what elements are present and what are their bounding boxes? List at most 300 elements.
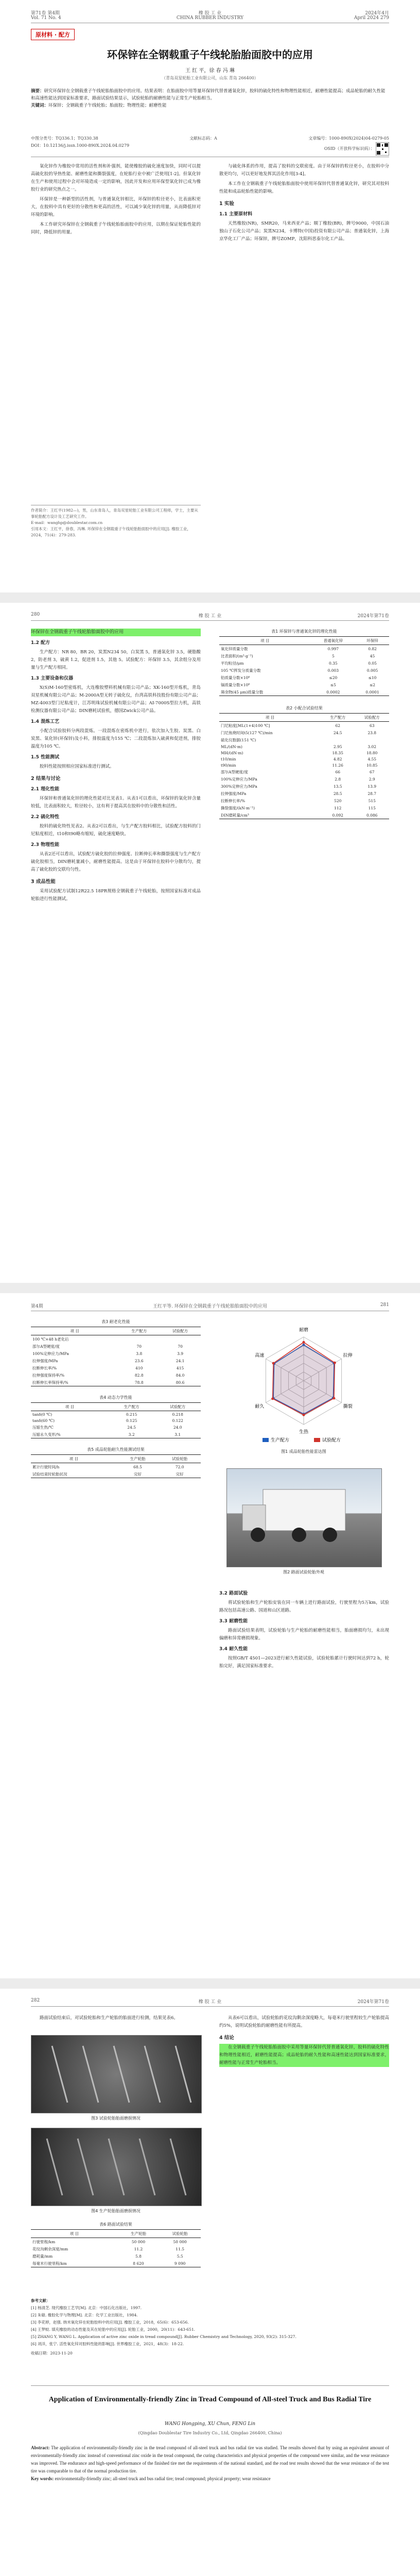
radar-axis-label: 撕裂 xyxy=(343,1404,353,1410)
header-volume: 2024年第71卷 xyxy=(357,614,389,619)
table-1-cell: 5 xyxy=(331,653,335,658)
testing-text: 胶料性能按照相应国家标准进行测试。 xyxy=(40,764,114,769)
intro-para-1: 氧化锌作为橡胶中常用的活性剂和补强剂，能使橡胶的硫化速度加快，同时可以提高硫化胶的导热性能、耐磨性能和撕裂强度，在轮胎行业中被广泛使用[1-2]。但氧化锌在生产和使用过程中会对环境造成一定的影响，因此开发和应用环保型氧化锌已成为橡胶行业的研究热点之一。 xyxy=(31,164,201,192)
table-1-cell: 比表面积/(m²·g⁻¹) xyxy=(221,653,253,658)
header-journal: 橡 胶 工 业 xyxy=(198,1999,222,2005)
left-column xyxy=(31,163,201,239)
table-2-cell: 邵尔A型硬度/度 xyxy=(221,769,248,774)
table-3-cell: 70 xyxy=(136,1344,142,1349)
footnote-email[interactable]: E-mail：wanghp@doublestar.com.cn xyxy=(31,520,103,525)
page-header xyxy=(31,1997,389,2007)
reference-item: [4] 王梦蛟. 填充橡胶的动态性能及其在轮胎中的应用[J]. 轮胎工业，2000，20(11)：643-651. xyxy=(31,2327,195,2332)
section-formula: 1.2 配方 xyxy=(31,640,50,646)
physchem-text: 环保锌和普通氧化锌的理化性能对比见表1。从表1可以看出，环保锌的氧化锌含量较低，比表面积较大，粒径较小，这有利于提高其在胶料中的分散性和活性。 xyxy=(31,796,201,809)
table-3-title: 表3 耐老化性能 xyxy=(101,1319,130,1324)
conclusion-text: 在全钢载重子午线轮胎胎面胶中采用等量环保锌代替普通氧化锌，胶料的硫化特性和物理性能相近，耐磨性能提高；成品轮胎的耐久性能和高速性能达到国家标准要求，耐磨性能与正常生产轮胎相当。 xyxy=(219,2044,389,2067)
table-3-row xyxy=(31,1343,201,1350)
table-4-cell: 3.1 xyxy=(154,1431,201,1438)
table-2-row xyxy=(219,797,389,804)
table-2-row xyxy=(219,722,389,730)
affiliation: （青岛双星轮胎工业有限公司，山东 青岛 266400） xyxy=(162,76,258,80)
materials-text: 天然橡胶(NR)，SMR20，马来西亚产品；顺丁橡胶(BR)，牌号9000，中国石油独山子石化公司产品；炭黑N234，卡博特(中国)投资有限公司产品；普通氧化锌，上海京华化工厂产品；环保锌，牌号ZOMP，沈阳科思泰尔化工产品。 xyxy=(219,221,389,242)
section-curing: 2.2 硫化特性 xyxy=(31,815,60,820)
references-heading: 参考文献： xyxy=(31,2298,50,2303)
table-2-cell: 3.02 xyxy=(367,744,377,749)
table-3-row xyxy=(31,1364,201,1371)
table-2-cell: 62 xyxy=(335,723,340,728)
left-column xyxy=(31,1319,201,1478)
radar-series-2 xyxy=(273,1342,335,1415)
table-4-cell: 24.0 xyxy=(173,1425,182,1430)
table-2 xyxy=(219,713,389,819)
table-1-cell: ≤5 xyxy=(330,682,336,687)
table-2-cell xyxy=(321,736,355,743)
table-2-header-cell: 项 目 xyxy=(219,714,321,722)
table-3-cell: 415 xyxy=(176,1365,184,1370)
table-4-cell: 0.122 xyxy=(172,1418,183,1423)
keywords-label: 关键词： xyxy=(31,103,49,108)
table-6-cell: 50 000 xyxy=(173,2239,187,2244)
table-2-cell: 2.8 xyxy=(335,776,341,782)
radar-point xyxy=(303,1341,305,1344)
footnote xyxy=(31,505,201,538)
table-6-cell: 磨耗量/mm xyxy=(32,2253,53,2259)
table-1-header-cell: 普通氧化锌 xyxy=(311,637,356,645)
tire-text: 采用试验配方试制12R22.5 18PR规格全钢载重子午线轮胎，按照国家标准对成品轮胎进行性能测试。 xyxy=(31,889,201,902)
header-date: 2024年4月 xyxy=(365,11,389,16)
table-2-cell: 硫化仪数据(151 ℃) xyxy=(221,737,256,742)
footnote-author: 作者简介：王红平(1982—)，男，山东青岛人，青岛双星轮胎工业有限公司工程师，学士，主要从事轮胎配方设计及工艺研究工作。 xyxy=(31,508,198,519)
table-3-cell: 80.6 xyxy=(160,1379,201,1386)
section-endurance: 3.4 耐久性能 xyxy=(219,1647,248,1652)
table-1-cell: 0.997 xyxy=(327,646,339,651)
table-2-cell: 63 xyxy=(369,723,375,728)
endurance-text: 按照GB/T 4501—2023进行耐久性能试验，试验轮胎累计行驶时间达到72 h，轮胎完好，满足国家标准要求。 xyxy=(219,1656,389,1669)
table-2-cell: 13.5 xyxy=(333,784,342,789)
table-3-cell: 3.9 xyxy=(177,1351,184,1356)
header-journal: 橡 胶 工 业 xyxy=(198,614,222,619)
table-1 xyxy=(219,636,389,696)
table-5-header-cell: 试验轮胎 xyxy=(159,1455,201,1463)
table-2-row xyxy=(219,804,389,811)
table-2-cell: t10/min xyxy=(221,756,236,761)
table-2-cell: 2.95 xyxy=(333,744,342,749)
section-materials: 1.1 主要原材料 xyxy=(219,212,253,217)
table-2-cell: MH/(dN·m) xyxy=(221,750,243,755)
table-1-cell: 0.05 xyxy=(368,660,377,666)
received-date: 收稿日期：2023-11-20 xyxy=(31,2351,73,2355)
table-2-row xyxy=(219,775,389,783)
radar-point xyxy=(272,1362,275,1365)
figure-2-caption: 图2 路面试验轮胎外观 xyxy=(283,1570,324,1574)
legend-swatch xyxy=(314,1438,320,1442)
table-5-header-cell: 生产轮胎 xyxy=(117,1455,159,1463)
intro-para-2: 环保锌是一种新型的活性剂，与普通氧化锌相比，环保锌的粒径更小，比表面积更大，在胶料中具有更好的分散性和更高的活性，可以减少氧化锌的用量，从而降低锌对环境的影响。 xyxy=(31,197,201,217)
table-4-cell: 0.218 xyxy=(172,1412,183,1417)
header-running-title: 王红平等. 环保锌在全钢载重子午线轮胎胎面胶中的应用 xyxy=(153,1304,267,1309)
road-test-text: 将试验轮胎和生产轮胎安装在同一车辆上进行路面试验，行驶里程为5万km，试验路况包括高速公路、国道和山区道路。 xyxy=(219,1600,389,1613)
table-3-row xyxy=(31,1357,201,1364)
table-2-row xyxy=(219,790,389,797)
english-authors: WANG Hongping, XU Chun, FENG Lin xyxy=(164,2421,256,2427)
doc-code: 文献标志码：A xyxy=(189,136,217,141)
table-4-cell: 压缩永久变形/% xyxy=(31,1431,109,1438)
table-4-title: 表4 动态力学性能 xyxy=(99,1395,132,1400)
section-testing: 1.5 性能测试 xyxy=(31,755,60,760)
paper-title: 环保锌在全钢载重子午线轮胎胎面胶中的应用 xyxy=(107,48,313,61)
radar-point xyxy=(334,1362,336,1364)
table-2-row xyxy=(219,736,389,743)
english-keywords-label: Key words: xyxy=(31,2476,54,2481)
table-6-header-cell: 项 目 xyxy=(31,2230,118,2238)
table-3-cell: 100%定伸应力/MPa xyxy=(32,1351,69,1356)
table-3-header-cell: 生产配方 xyxy=(118,1327,160,1335)
page-number: 282 xyxy=(31,1998,40,2003)
table-2-cell: 0.092 xyxy=(321,811,355,819)
radar-axis-label: 生热 xyxy=(299,1430,309,1435)
figure-3-caption: 图3 试验轮胎胎面磨损情况 xyxy=(91,2116,141,2121)
table-5-cell: 完好 xyxy=(159,1470,201,1478)
table-3-cell: 拉断伸长率/% xyxy=(32,1365,57,1370)
table-1-cell: 0.82 xyxy=(368,646,377,651)
table-2-cell: 24.5 xyxy=(333,730,342,735)
curing-text: 胶料的硫化特性见表2。从表2可以看出，与生产配方胶料相比，试验配方胶料的门尼粘度相近，t10和t90略有缩短，硫化速度略快。 xyxy=(31,824,201,837)
table-2-row xyxy=(219,762,389,768)
intro-para-3: 本工作研究环保锌在全钢载重子午线轮胎胎面胶中的应用，以期在保证轮胎性能的同时，降低锌的用量。 xyxy=(31,222,201,235)
section-wear: 3.3 耐磨性能 xyxy=(219,1619,248,1624)
table-4-cell: tanδ(0 ℃) xyxy=(32,1412,52,1417)
table-4-row xyxy=(31,1411,201,1418)
keywords-text: 环保锌；全钢载重子午线轮胎；胎面胶；物理性能；耐磨性能 xyxy=(48,103,167,108)
table-6-cell: 8 620 xyxy=(118,2260,160,2267)
page-number: 281 xyxy=(380,1302,389,1308)
radar-point xyxy=(303,1414,305,1416)
osid xyxy=(324,142,389,156)
table-2-cell: 520 xyxy=(334,798,342,803)
table-5-row xyxy=(31,1463,201,1471)
table-2-row xyxy=(219,750,389,756)
legend-label: 生产配方 xyxy=(271,1438,290,1443)
radar-point xyxy=(271,1397,274,1400)
reference-item: [3] 李花婷，赵强. 纳米氧化锌在轮胎胶料中的应用[J]. 橡胶工业，2018，65(6)：653-656. xyxy=(31,2320,189,2325)
tread-photo-production xyxy=(31,2128,202,2206)
radar-axis-label: 耐磨 xyxy=(299,1328,309,1333)
table-4-cell: 3.2 xyxy=(109,1431,155,1438)
table-2-cell: 28.7 xyxy=(367,791,377,796)
clc-number: 中图分类号：TQ336.1；TQ330.38 xyxy=(31,136,98,141)
table-2-cell: 300%定伸应力/MPa xyxy=(221,784,257,789)
table-2-cell: 门尼焦烧时间t5(127 ℃)/min xyxy=(221,730,273,735)
table-2-cell: 18.80 xyxy=(366,750,378,755)
figure-1-caption: 图1 成品轮胎性能雷达图 xyxy=(281,1449,326,1454)
table-3-row xyxy=(31,1335,201,1343)
radar-axis-label: 耐久 xyxy=(255,1404,265,1410)
table-1-title: 表1 环保锌与普通氧化锌的理化性能 xyxy=(271,629,337,634)
page-header xyxy=(31,1301,389,1311)
table-5-row xyxy=(31,1470,201,1478)
left-column-intro xyxy=(31,2014,201,2024)
header-volume: 第71卷 第4期 xyxy=(31,11,60,16)
legend-label: 试验配方 xyxy=(322,1438,341,1443)
table-6-cell: 50 000 xyxy=(131,2239,146,2244)
table-1-row xyxy=(219,659,389,667)
reference-item: [1] 杨清芝. 现代橡胶工艺学[M]. 北京：中国石化出版社，1997. xyxy=(31,2306,142,2310)
table-2-title: 表2 小配合试验结果 xyxy=(286,706,323,710)
figure-4-caption: 图4 生产轮胎胎面磨损情况 xyxy=(91,2209,141,2213)
radar-chart-figure xyxy=(226,1319,381,1458)
table-1-cell: 筛余物(45 μm)质量分数 xyxy=(219,688,311,696)
table-4-cell: 0.215 xyxy=(126,1412,137,1417)
article-number: 文章编号：1000-890X(2024)04-0279-05 xyxy=(308,136,389,141)
header-journal: 橡 胶 工 业 xyxy=(198,11,222,16)
table-1-cell: 铅质量分数×10⁶ xyxy=(221,675,250,680)
left-column xyxy=(31,629,201,905)
table-1-row xyxy=(219,652,389,659)
table-5-header-cell: 项 目 xyxy=(31,1455,117,1463)
table-2-cell: 13.9 xyxy=(367,784,377,789)
truck-illustration xyxy=(227,1469,381,1567)
table-6-row xyxy=(31,2260,201,2267)
table-6-cell: 花纹沟剩余深度/mm xyxy=(32,2246,68,2251)
table-3-header-cell: 试验配方 xyxy=(160,1327,201,1335)
table-3 xyxy=(31,1327,201,1386)
table-6-cell: 行驶里程/km xyxy=(32,2239,56,2244)
english-abstract xyxy=(31,2444,389,2483)
table-2-cell: 115 xyxy=(368,805,376,810)
table-2-cell: 67 xyxy=(369,769,375,774)
section-experiment: 1 实验 xyxy=(219,201,234,207)
header-issue: 第4期 xyxy=(31,1304,43,1309)
table-2-cell: 515 xyxy=(368,798,376,803)
doi[interactable]: DOI：10.12136/j.issn.1000-890X.2024.04.0279 xyxy=(31,143,130,148)
wear-text: 路面试验结果表明，试验轮胎与生产轮胎的耐磨性能相当，胎面磨损均匀，未出现偏磨和异常磨损现象。 xyxy=(219,1628,389,1641)
table-6-header-cell: 生产轮胎 xyxy=(118,2230,160,2238)
table-6-row xyxy=(31,2238,201,2246)
table-2-cell: 2.9 xyxy=(369,776,375,782)
abstract-text: 研究环保锌在全钢载重子午线轮胎胎面胶中的应用。结果表明：在胎面胶中用等量环保锌代替普通氧化锌，胶料的硫化特性和物理性能相近，耐磨性能提高；成品轮胎的耐久性能和高速性能达到国家标准要求，路面试验结果显示，试验轮胎的耐磨性能与正常生产轮胎相当。 xyxy=(31,89,386,101)
section-tire: 3 成品性能 xyxy=(31,879,56,885)
page-2 xyxy=(0,603,420,1283)
physical-text: 从表2还可以看出，试验配方硫化胶的拉伸强度、拉断伸长率和撕裂强度与生产配方硫化胶相当，DIN磨耗量减小，耐磨性能提高。这是由于环保锌在胶料中分散均匀，提高了硫化胶的交联均匀性。 xyxy=(31,852,201,872)
table-6-block xyxy=(31,2222,201,2267)
english-affiliation: (Qingdao Doublestar Tire Industry Co., Ltd, Qingdao 266400, China) xyxy=(138,2431,282,2435)
table-5-cell: 试验结束时轮胎状况 xyxy=(31,1470,117,1478)
table-3-row xyxy=(31,1379,201,1386)
page-gap xyxy=(0,592,420,603)
table-2-cell: 112 xyxy=(334,805,342,810)
table-2-cell: 4.82 xyxy=(333,756,342,761)
table-2-cell: 18.35 xyxy=(332,750,343,755)
table-3-cell xyxy=(118,1335,160,1343)
table-5-title: 表5 成品轮胎耐久性能测试结果 xyxy=(87,1447,145,1452)
radar-chart xyxy=(226,1319,381,1448)
reference-item: [2] 朱敏. 橡胶化学与物理[M]. 北京：化学工业出版社，1984. xyxy=(31,2313,138,2317)
table-2-cell: 66 xyxy=(335,769,340,774)
table-1-row xyxy=(219,667,389,674)
page-header xyxy=(31,7,389,23)
table-1-row xyxy=(219,681,389,688)
table-2-row xyxy=(219,743,389,750)
table-5 xyxy=(31,1454,201,1478)
page-4 xyxy=(0,1989,420,2576)
abstract-label: 摘要： xyxy=(31,89,44,94)
table-6-cell: 每毫米行驶里程/km xyxy=(31,2260,118,2267)
table-2-cell: 门尼粘度[ML(1+4)100 ℃] xyxy=(221,723,270,728)
table-3-cell: 70 xyxy=(178,1344,183,1349)
table-6-cell: 9 090 xyxy=(159,2260,201,2267)
table-1-cell: 0.0001 xyxy=(356,688,389,696)
table-5-cell: 72.0 xyxy=(175,1464,184,1469)
header-date-en: April 2024 279 xyxy=(354,15,389,21)
equipment-text: X(S)M-160型密炼机，大连橡胶塑料机械有限公司产品；XK-160型开炼机，青岛双星机械有限公司产品；M-2000A型无转子硫化仪，台湾高铁科技股份有限公司产品；MZ-4003型门尼粘度计，江苏明珠试验机械有限公司产品；AI-7000S型拉力机，高铁检测仪器有限公司产品；DIN磨耗试验机，德国Zwick公司产品。 xyxy=(31,685,201,714)
table-2-cell: 拉断伸长率/% xyxy=(221,798,246,803)
table-2-cell: 28.5 xyxy=(333,791,342,796)
section-mixing: 1.4 混炼工艺 xyxy=(31,719,60,724)
table-6-cell: 11.2 xyxy=(134,2246,143,2251)
table-2-header-cell: 试验配方 xyxy=(355,714,389,722)
table-3-cell: 邵尔A型硬度/度 xyxy=(32,1344,60,1349)
table-2-cell: 23.8 xyxy=(367,730,377,735)
radar-axis-label: 拉伸 xyxy=(343,1353,353,1359)
table-2-cell: DIN磨耗量/cm³ xyxy=(219,811,321,819)
table-2-cell: t90/min xyxy=(221,762,236,768)
table-3-row xyxy=(31,1350,201,1357)
table-6-cell: 5.8 xyxy=(135,2253,142,2259)
table-2-row xyxy=(219,768,389,775)
mixing-text: 小配合试验胶料分两段混炼。一段混炼在密炼机中进行，依次加入生胶、炭黑、白炭黑、氧化锌(环保锌)及小料，排胶温度为155 ℃；二段混炼加入硫黄和促进剂，排胶温度为105 ℃。 xyxy=(31,728,201,749)
page-header xyxy=(31,611,389,621)
table-1-cell: ≤10 xyxy=(368,675,377,680)
table-5-cell: 完好 xyxy=(117,1470,159,1478)
table-2-cell xyxy=(355,736,389,743)
header-journal-en: CHINA RUBBER INDUSTRY xyxy=(176,15,244,21)
table-5-cell: 68.5 xyxy=(133,1464,142,1469)
table-3-cell xyxy=(160,1335,201,1343)
right-column xyxy=(219,629,389,819)
table-2-cell: 撕裂强度/(kN·m⁻¹) xyxy=(221,805,255,810)
table-2-cell: 11.26 xyxy=(332,762,343,768)
radar-axis-label: 高速 xyxy=(255,1353,265,1359)
road-result-text: 路面试验结束后，对试验轮胎和生产轮胎的胎面进行检测，结果见表6。 xyxy=(40,2015,178,2021)
table-2-cell: 100%定伸应力/MPa xyxy=(221,776,257,782)
table-1-header-cell: 环保锌 xyxy=(356,637,389,645)
table-1-cell: 氧化锌质量分数 xyxy=(221,646,248,651)
table-4-header-cell: 生产配方 xyxy=(109,1403,155,1411)
table-3-cell: 拉伸强度保持率/% xyxy=(32,1372,65,1378)
table-6-cell: 5.5 xyxy=(177,2253,183,2259)
table-6-title: 表6 路面试验结果 xyxy=(99,2222,132,2227)
table-4-header-cell: 项 目 xyxy=(31,1403,109,1411)
qr-code-icon[interactable] xyxy=(376,142,389,156)
table-2-row xyxy=(219,783,389,790)
road-analysis-text: 从表6可以看出，试验轮胎的花纹沟剩余深度略大，每毫米行驶里程较生产轮胎提高约5%，说明试验轮胎的耐磨性能有所提高。 xyxy=(219,2015,389,2028)
section-physchem: 2.1 理化性能 xyxy=(31,787,60,792)
table-1-cell: 45 xyxy=(370,653,375,658)
table-1-cell: 镉质量分数×10⁶ xyxy=(221,682,250,687)
table-2-cell: 10.85 xyxy=(366,762,378,768)
table-1-cell: 平均粒径/μm xyxy=(221,660,244,666)
page-gap xyxy=(0,1283,420,1293)
reference-item: [5] ZHANG Y, WANG L. Application of active zinc oxide in tread compound[J]. Rubber Chemistry and Technology, 2020, 93(2): 315-327. xyxy=(31,2334,296,2339)
table-1-cell: ≤2 xyxy=(370,682,376,687)
table-1-header-cell: 项 目 xyxy=(219,637,311,645)
right-column xyxy=(219,163,389,245)
table-3-cell: 拉伸强度/MPa xyxy=(32,1358,58,1363)
english-abstract-label: Abstract: xyxy=(31,2445,50,2450)
table-3-cell: 3.8 xyxy=(136,1351,143,1356)
radar-point xyxy=(332,1397,335,1400)
table-1-row xyxy=(219,674,389,681)
table-4 xyxy=(31,1402,201,1438)
table-4-row xyxy=(31,1431,201,1438)
english-abstract-text: The application of environmentally-friendly zinc in the tread compound of all-steel truck and bus radial tire was studied. The results showed that by using an equivalent amount of environmentally-friendly zinc instead of conventional zinc oxide in the tread compound, the curing characteristics and physical properties of the compound were similar, and the wear resistance was improved. The endurance and high-speed performance of the finished tire met the requirements of the national standard, and the road test results showed that the wear resistance of the test tire was comparable to that of the normal production tire. xyxy=(31,2445,390,2473)
header-volume-en: Vol. 71 No. 4 xyxy=(31,15,61,21)
page-1 xyxy=(0,0,420,592)
english-title: Application of Environmentally-friendly Zinc in Tread Compound of All-steel Truck and Bus Radial Tire xyxy=(48,2396,372,2403)
table-1-cell: ≤20 xyxy=(329,675,338,680)
table-4-row xyxy=(31,1423,201,1431)
table-2-row xyxy=(219,756,389,762)
table-3-cell: 78.8 xyxy=(118,1379,160,1386)
table-3-row xyxy=(31,1371,201,1379)
table-4-cell: 0.125 xyxy=(126,1418,137,1423)
footnote-citation: 引用本文：王红平，徐春，冯琳. 环保锌在全钢载重子午线轮胎胎面胶中的应用[J]. 橡胶工业，2024，71(4)：279-283. xyxy=(31,527,191,537)
table-3-cell: 82.8 xyxy=(134,1372,144,1378)
section-tag: 原材料 · 配方 xyxy=(31,29,75,40)
osid-label: OSID（开放科学标识码）： xyxy=(324,146,375,151)
page-gap xyxy=(0,1978,420,1989)
table-3-cell: 24.1 xyxy=(176,1358,185,1363)
table-3-cell: 拉断伸长率保持率/% xyxy=(31,1379,118,1386)
page-number: 280 xyxy=(31,612,40,617)
section-results: 2 结果与讨论 xyxy=(31,776,61,782)
authors: 王 红 平，徐 春 冯 琳 xyxy=(185,68,235,74)
table-3-cell: 100 ℃×48 h老化后 xyxy=(32,1336,69,1342)
page-3 xyxy=(0,1293,420,1978)
table-4-cell: 压缩生热/℃ xyxy=(32,1425,54,1430)
right-column xyxy=(219,2014,389,2069)
table-2-row xyxy=(219,811,389,819)
table-1-row xyxy=(219,645,389,653)
table-4-cell: tanδ(60 ℃) xyxy=(32,1418,55,1423)
table-3-cell: 84.0 xyxy=(176,1372,185,1378)
road-test-photo xyxy=(226,1468,382,1567)
reference-item: [6] 刘洋，张宁. 活性氧化锌对胶料性能的影响[J]. 世界橡胶工业，2021，48(3)：18-22. xyxy=(31,2342,184,2346)
tread-pattern-illustration xyxy=(31,2128,201,2206)
table-4-header-cell: 试验配方 xyxy=(154,1403,201,1411)
table-1-cell: 0.0002 xyxy=(311,688,356,696)
tread-pattern-illustration xyxy=(31,2036,201,2113)
table-3-cell: 23.6 xyxy=(134,1358,144,1363)
table-1-cell: 0.003 xyxy=(327,668,339,673)
section-conclusion: 4 结论 xyxy=(219,2035,234,2041)
section-physical: 2.3 物理性能 xyxy=(31,842,60,848)
table-5-cell: 累计行驶时间/h xyxy=(32,1464,60,1469)
references xyxy=(31,2298,389,2358)
abstract xyxy=(31,88,389,109)
section-equipment: 1.3 主要设备和仪器 xyxy=(31,676,74,681)
table-6-row xyxy=(31,2252,201,2260)
intro-para-4: 与硫化体系的作用，提高了胶料的交联密度。由于环保锌的粒径更小，在胶料中分散更均匀，可以更好地发挥其活化作用[3-4]。 xyxy=(219,164,389,177)
formula-text: 生产配方：NR 80，BR 20，炭黑N234 50，白炭黑 5，普通氧化锌 3.5，硬脂酸 2，防老剂 3，硫黄 1.2，促进剂 1.5，其他 5。试验配方：环保锌 3.5，其余组分及用量与生产配方相同。 xyxy=(31,650,201,670)
table-2-cell: ML/(dN·m) xyxy=(221,744,242,749)
table-2-cell: 0.086 xyxy=(355,811,389,819)
article-meta xyxy=(31,135,389,156)
legend-swatch xyxy=(262,1438,269,1442)
table-6-cell: 11.5 xyxy=(176,2246,184,2251)
highlighted-title: 环保锌在全钢载重子午线轮胎胎面胶中的应用 xyxy=(31,629,201,636)
table-2-cell: 4.55 xyxy=(367,756,377,761)
